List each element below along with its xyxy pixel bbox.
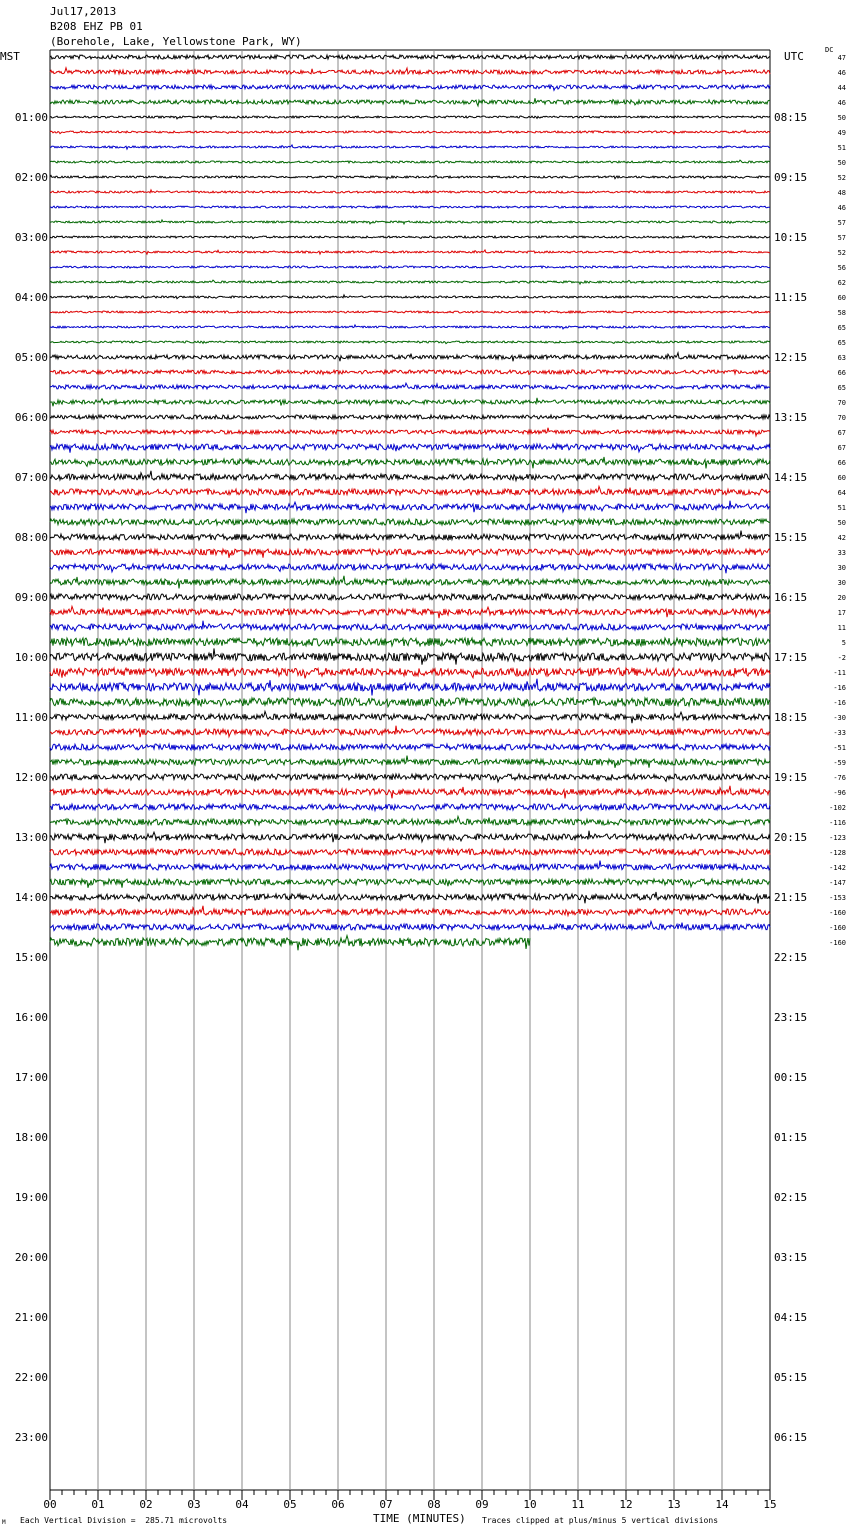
dc-offset-value: 33 <box>837 549 846 557</box>
seismic-trace <box>50 250 770 254</box>
seismic-trace <box>50 206 770 208</box>
dc-offset-value: 70 <box>837 414 846 422</box>
dc-offset-value: -96 <box>833 789 846 797</box>
seismic-trace <box>50 398 770 406</box>
header-station: B208 EHZ PB 01 <box>50 20 143 33</box>
corner-mark: M <box>2 1519 6 1526</box>
dc-offset-value: -33 <box>833 729 846 737</box>
dc-offset-value: 42 <box>837 534 846 542</box>
seismic-trace <box>50 564 770 573</box>
seismic-trace <box>50 130 770 134</box>
dc-offset-value: -142 <box>829 864 846 872</box>
mst-hour-label: 22:00 <box>14 1371 48 1384</box>
utc-hour-label: 09:15 <box>774 171 808 184</box>
dc-offset-value: 44 <box>837 84 846 92</box>
seismic-trace <box>50 175 770 179</box>
dc-offset-value: -102 <box>829 804 846 812</box>
dc-offset-value: -51 <box>833 744 846 752</box>
utc-hour-label: 17:15 <box>774 651 808 664</box>
utc-hour-label: 11:15 <box>774 291 808 304</box>
seismic-trace <box>50 726 770 738</box>
dc-offset-value: 20 <box>837 594 846 602</box>
seismic-trace <box>50 774 770 782</box>
dc-offset-value: 67 <box>837 429 846 437</box>
utc-hour-label: 13:15 <box>774 411 808 424</box>
mst-hour-label: 16:00 <box>14 1011 48 1024</box>
dc-offset-value: -160 <box>829 939 846 947</box>
dc-offset-value: 30 <box>837 564 846 572</box>
dc-offset-value: 56 <box>837 264 846 272</box>
dc-offset-value: 60 <box>837 474 846 482</box>
mst-hour-label: 06:00 <box>14 411 48 424</box>
utc-hour-label: 02:15 <box>774 1191 808 1204</box>
mst-hour-label: 13:00 <box>14 831 48 844</box>
utc-hour-label: 03:15 <box>774 1251 808 1264</box>
seismic-trace <box>50 415 770 419</box>
seismic-trace <box>50 831 770 844</box>
seismic-trace <box>50 280 770 284</box>
mst-hour-label: 15:00 <box>14 951 48 964</box>
utc-hour-label: 15:15 <box>774 531 808 544</box>
seismic-trace <box>50 370 770 374</box>
seismic-trace <box>50 501 770 514</box>
dc-offset-value: 62 <box>837 279 846 287</box>
seismic-trace <box>50 756 770 768</box>
dc-offset-value: 66 <box>837 459 846 467</box>
dc-offset-value: -2 <box>837 654 846 662</box>
x-tick-label: 06 <box>331 1498 345 1511</box>
dc-offset-value: -123 <box>829 834 846 842</box>
utc-hour-label: 08:15 <box>774 111 808 124</box>
utc-hour-label: 05:15 <box>774 1371 808 1384</box>
dc-offset-value: 48 <box>837 189 846 197</box>
seismic-trace <box>50 606 770 618</box>
seismic-trace <box>50 879 770 888</box>
dc-offset-value: -30 <box>833 714 846 722</box>
seismic-trace <box>50 236 770 239</box>
x-tick-label: 01 <box>91 1498 105 1511</box>
x-tick-label: 12 <box>619 1498 633 1511</box>
seismic-trace <box>50 98 770 106</box>
x-tick-label: 04 <box>235 1498 249 1511</box>
utc-hour-label: 00:15 <box>774 1071 808 1084</box>
utc-hour-label: 20:15 <box>774 831 808 844</box>
right-timezone-label: UTC <box>784 50 804 63</box>
seismic-trace <box>50 311 770 313</box>
dc-offset-value: 52 <box>837 174 846 182</box>
dc-offset-value: 57 <box>837 219 846 227</box>
utc-hour-label: 21:15 <box>774 891 808 904</box>
utc-hour-label: 04:15 <box>774 1311 808 1324</box>
x-tick-label: 07 <box>379 1498 393 1511</box>
dc-offset-value: 30 <box>837 579 846 587</box>
utc-hour-label: 19:15 <box>774 771 808 784</box>
mst-hour-label: 18:00 <box>14 1131 48 1144</box>
dc-offset-value: 50 <box>837 159 846 167</box>
dc-offset-value: 63 <box>837 354 846 362</box>
x-tick-label: 02 <box>139 1498 153 1511</box>
x-tick-label: 05 <box>283 1498 297 1511</box>
mst-hour-label: 03:00 <box>14 231 48 244</box>
seismic-trace <box>50 220 770 224</box>
dc-offset-value: 64 <box>837 489 846 497</box>
seismic-trace <box>50 849 770 855</box>
seismic-trace <box>50 621 770 631</box>
seismic-trace <box>50 648 770 664</box>
dc-offset-value: -16 <box>833 684 846 692</box>
mst-hour-label: 09:00 <box>14 591 48 604</box>
utc-hour-label: 01:15 <box>774 1131 808 1144</box>
mst-hour-label: 08:00 <box>14 531 48 544</box>
dc-offset-header: DC <box>825 46 834 54</box>
mst-hour-label: 21:00 <box>14 1311 48 1324</box>
header-location: (Borehole, Lake, Yellowstone Park, WY) <box>50 35 302 48</box>
x-tick-label: 08 <box>427 1498 441 1511</box>
dc-offset-value: 46 <box>837 99 846 107</box>
mst-hour-label: 20:00 <box>14 1251 48 1264</box>
dc-offset-value: 46 <box>837 204 846 212</box>
seismic-trace <box>50 892 770 904</box>
seismic-trace <box>50 594 770 601</box>
seismic-trace <box>50 711 770 723</box>
dc-offset-value: -116 <box>829 819 846 827</box>
seismic-trace <box>50 519 770 525</box>
x-tick-label: 09 <box>475 1498 489 1511</box>
seismic-trace <box>50 906 770 916</box>
seismic-trace <box>50 804 770 811</box>
dc-offset-value: 11 <box>837 624 846 632</box>
mst-hour-label: 04:00 <box>14 291 48 304</box>
seismic-trace <box>50 457 770 469</box>
seismic-trace <box>50 55 770 59</box>
seismic-trace <box>50 816 770 825</box>
dc-offset-value: 52 <box>837 249 846 257</box>
utc-hour-label: 23:15 <box>774 1011 808 1024</box>
seismic-trace <box>50 383 770 389</box>
header-date: Jul17,2013 <box>50 5 117 18</box>
x-tick-label: 14 <box>715 1498 729 1511</box>
dc-offset-value: 65 <box>837 339 846 347</box>
dc-offset-value: 58 <box>837 309 846 317</box>
seismic-trace <box>50 116 770 119</box>
mst-hour-label: 17:00 <box>14 1071 48 1084</box>
utc-hour-label: 06:15 <box>774 1431 808 1444</box>
seismic-trace <box>50 190 770 193</box>
dc-offset-value: -160 <box>829 909 846 917</box>
mst-hour-label: 10:00 <box>14 651 48 664</box>
seismic-trace <box>50 160 770 163</box>
seismic-trace <box>50 145 770 149</box>
mst-hour-label: 19:00 <box>14 1191 48 1204</box>
seismic-trace <box>50 576 770 589</box>
dc-offset-value: 50 <box>837 519 846 527</box>
seismic-trace <box>50 786 770 799</box>
dc-offset-value: 66 <box>837 369 846 377</box>
dc-offset-value: -147 <box>829 879 846 887</box>
mst-hour-label: 05:00 <box>14 351 48 364</box>
seismic-trace <box>50 549 770 558</box>
seismic-trace <box>50 471 770 481</box>
dc-offset-value: 17 <box>837 609 846 617</box>
dc-offset-value: 49 <box>837 129 846 137</box>
x-tick-label: 13 <box>667 1498 681 1511</box>
dc-offset-value: -76 <box>833 774 846 782</box>
seismic-trace <box>50 295 770 299</box>
mst-hour-label: 23:00 <box>14 1431 48 1444</box>
seismic-trace <box>50 341 770 344</box>
seismic-trace <box>50 921 770 930</box>
dc-offset-value: 46 <box>837 69 846 77</box>
seismic-trace <box>50 744 770 750</box>
utc-hour-label: 22:15 <box>774 951 808 964</box>
dc-offset-value: -16 <box>833 699 846 707</box>
utc-hour-label: 10:15 <box>774 231 808 244</box>
mst-hour-label: 01:00 <box>14 111 48 124</box>
seismic-trace <box>50 668 770 678</box>
x-tick-label: 00 <box>43 1498 57 1511</box>
dc-offset-value: 67 <box>837 444 846 452</box>
seismic-trace <box>50 698 770 707</box>
dc-offset-value: 65 <box>837 384 846 392</box>
dc-offset-value: -59 <box>833 759 846 767</box>
dc-offset-value: 50 <box>837 114 846 122</box>
dc-offset-value: -11 <box>833 669 846 677</box>
dc-offset-value: 57 <box>837 234 846 242</box>
dc-offset-value: 65 <box>837 324 846 332</box>
utc-hour-label: 14:15 <box>774 471 808 484</box>
seismic-trace <box>50 353 770 362</box>
seismic-trace <box>50 68 770 74</box>
dc-offset-value: -128 <box>829 849 846 857</box>
utc-hour-label: 16:15 <box>774 591 808 604</box>
mst-hour-label: 02:00 <box>14 171 48 184</box>
seismic-trace <box>50 679 770 696</box>
seismic-trace <box>50 444 770 453</box>
dc-offset-value: 51 <box>837 504 846 512</box>
dc-offset-value: 5 <box>841 639 846 647</box>
mst-hour-label: 11:00 <box>14 711 48 724</box>
dc-offset-value: 47 <box>837 54 846 62</box>
scale-note: Each Vertical Division = 285.71 microvolts <box>20 1516 228 1525</box>
seismic-trace <box>50 861 770 870</box>
x-tick-label: 03 <box>187 1498 201 1511</box>
x-axis-title: TIME (MINUTES) <box>373 1512 466 1525</box>
dc-offset-value: -153 <box>829 894 846 902</box>
dc-offset-value: 70 <box>837 399 846 407</box>
clip-note: Traces clipped at plus/minus 5 vertical divisions <box>482 1516 719 1525</box>
seismic-trace <box>50 325 770 329</box>
seismic-trace <box>50 638 770 646</box>
x-tick-label: 15 <box>763 1498 777 1511</box>
seismic-trace <box>50 85 770 90</box>
dc-offset-value: -160 <box>829 924 846 932</box>
utc-hour-label: 18:15 <box>774 711 808 724</box>
mst-hour-label: 07:00 <box>14 471 48 484</box>
seismic-trace <box>50 428 770 436</box>
x-tick-label: 11 <box>571 1498 585 1511</box>
utc-hour-label: 12:15 <box>774 351 808 364</box>
seismic-trace <box>50 486 770 495</box>
dc-offset-value: 51 <box>837 144 846 152</box>
mst-hour-label: 14:00 <box>14 891 48 904</box>
seismic-trace <box>50 531 770 540</box>
mst-hour-label: 12:00 <box>14 771 48 784</box>
seismic-trace <box>50 266 770 268</box>
left-timezone-label: MST <box>0 50 20 63</box>
x-tick-label: 10 <box>523 1498 537 1511</box>
dc-offset-value: 60 <box>837 294 846 302</box>
